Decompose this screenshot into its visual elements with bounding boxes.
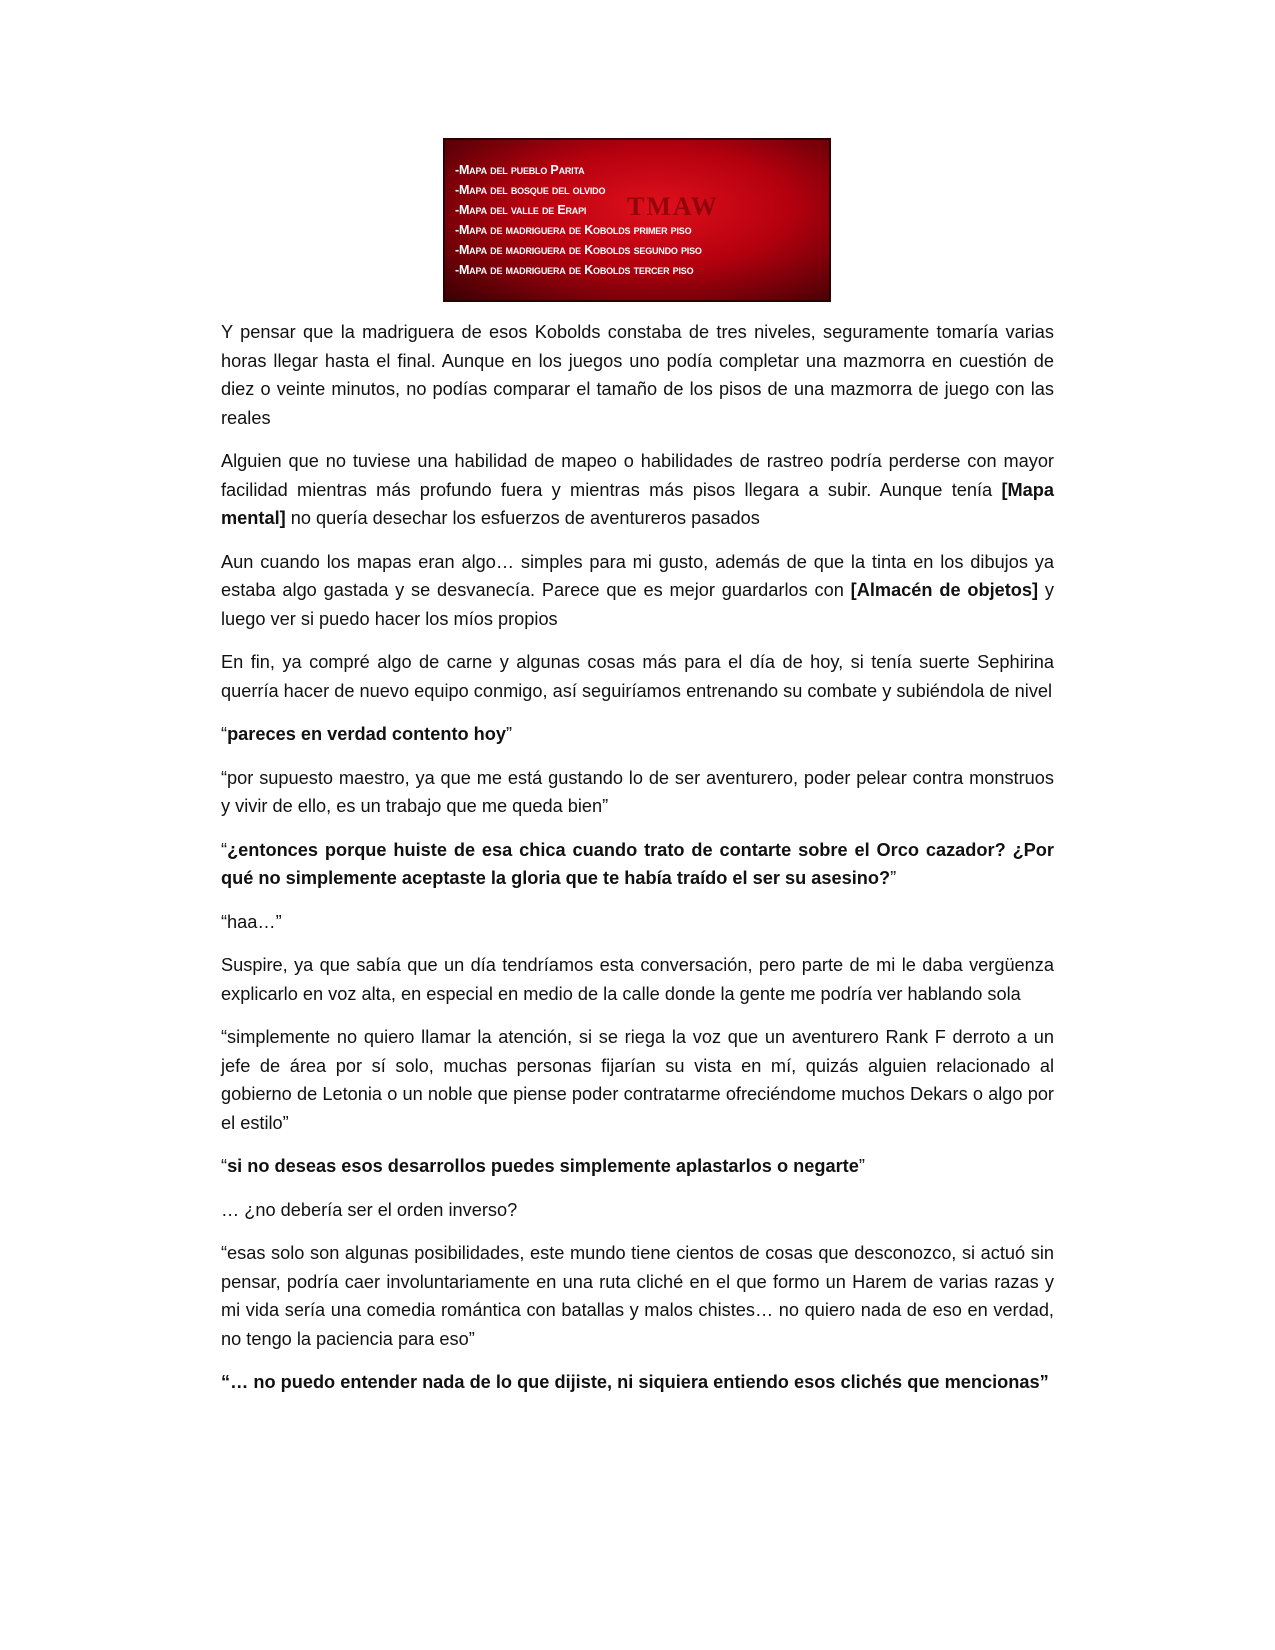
quote-mark: “ bbox=[221, 724, 228, 744]
dialogue-line bbox=[221, 836, 1054, 893]
skill-name: [Mapa mental] bbox=[221, 479, 1054, 528]
dialogue-bold: … no puedo entender nada de lo que dijiste, ni siquiera entiendo esos clichés que mencionas bbox=[230, 1372, 1040, 1392]
document-body bbox=[221, 318, 1054, 1412]
skill-name: [Almacén de objetos] bbox=[850, 580, 1039, 600]
dialogue-bold: pareces en verdad contento hoy bbox=[227, 724, 507, 744]
dialogue-line bbox=[221, 1152, 1054, 1181]
dialogue-bold: si no deseas esos desarrollos puedes simplemente aplastarlos o negarte bbox=[227, 1156, 859, 1176]
paragraph bbox=[221, 548, 1054, 634]
quote-mark: ” bbox=[1039, 1372, 1049, 1392]
map-list-banner bbox=[443, 138, 831, 302]
quote-mark: ” bbox=[890, 868, 897, 888]
paragraph bbox=[221, 447, 1054, 533]
quote-mark: ” bbox=[858, 1156, 865, 1176]
map-item: -Mapa del bosque del olvido bbox=[455, 183, 606, 197]
dialogue-bold: ¿entonces porque huiste de esa chica cuando trato de contarte sobre el Orco cazador? ¿Por qué no simplemente aceptaste la gloria que te había traído el ser su asesino? bbox=[221, 839, 1054, 888]
dialogue-line: “por supuesto maestro, ya que me está gustando lo de ser aventurero, poder pelear contra monstruos y vivir de ello, es un trabajo que me queda bien” bbox=[221, 767, 1054, 816]
paragraph: Suspire, ya que sabía que un día tendríamos esta conversación, pero parte de mi le daba vergüenza explicarlo en voz alta, en especial en medio de la calle donde la gente me podría ver hablando sola bbox=[221, 955, 1054, 1004]
quote-mark: ” bbox=[506, 724, 513, 744]
map-item: -Mapa de madriguera de Kobolds segundo piso bbox=[455, 243, 702, 257]
watermark: TMAW bbox=[627, 192, 719, 221]
dialogue-line bbox=[221, 1368, 1054, 1397]
dialogue-line: “haa…” bbox=[221, 911, 282, 932]
dialogue-line: “simplemente no quiero llamar la atención, si se riega la voz que un aventurero Rank F derroto a un jefe de área por sí solo, muchas personas fijarían su vista en mí, quizás alguien relacionado al gobierno de Letonia o un noble que piense poder contratarme ofreciéndome muchos Dekars o algo por el estilo” bbox=[221, 1027, 1054, 1133]
paragraph: … ¿no debería ser el orden inverso? bbox=[221, 1199, 518, 1220]
map-item: -Mapa del pueblo Parita bbox=[455, 163, 585, 177]
quote-mark: “ bbox=[221, 1372, 231, 1392]
paragraph: En fin, ya compré algo de carne y algunas cosas más para el día de hoy, si tenía suerte Sephirina querría hacer de nuevo equipo conmigo, así seguiríamos entrenando su combate y subiéndola de nivel bbox=[221, 652, 1054, 701]
paragraph-text: no quería desechar los esfuerzos de aventureros pasados bbox=[285, 508, 760, 528]
quote-mark: “ bbox=[221, 1156, 228, 1176]
map-item: -Mapa del valle de Erapi bbox=[455, 203, 587, 217]
dialogue-line bbox=[221, 720, 1054, 749]
paragraph-text: Alguien que no tuviese una habilidad de mapeo o habilidades de rastreo podría perderse con mayor facilidad mientras más profundo fuera y mientras más pisos llegara a subir. Aunque tenía bbox=[221, 451, 1054, 500]
map-item: -Mapa de madriguera de Kobolds tercer piso bbox=[455, 263, 694, 277]
map-item: -Mapa de madriguera de Kobolds primer piso bbox=[455, 223, 692, 237]
quote-mark: “ bbox=[221, 839, 228, 860]
paragraph-text: Aun cuando los mapas eran algo… simples para mi gusto, además de que la tinta en los dibujos ya estaba algo gastada y se desvanecía. Parece que es mejor guardarlos con bbox=[221, 551, 1054, 600]
paragraph: Y pensar que la madriguera de esos Kobolds constaba de tres niveles, seguramente tomaría varias horas llegar hasta el final. Aunque en los juegos uno podía completar una mazmorra en cuestión de diez o veinte minutos, no podías comparar el tamaño de los pisos de una mazmorra de juego con las reales bbox=[221, 322, 1054, 428]
paragraph-text: y luego ver si puedo hacer los míos propios bbox=[221, 580, 1054, 629]
dialogue-line: “esas solo son algunas posibilidades, este mundo tiene cientos de cosas que desconozco, si actuó sin pensar, podría caer involuntariamente en una ruta cliché en el que formo un Harem de varias razas y mi vida sería una comedia romántica con batallas y malos chistes… no quiero nada de eso en verdad, no tengo la paciencia para eso” bbox=[221, 1243, 1054, 1349]
